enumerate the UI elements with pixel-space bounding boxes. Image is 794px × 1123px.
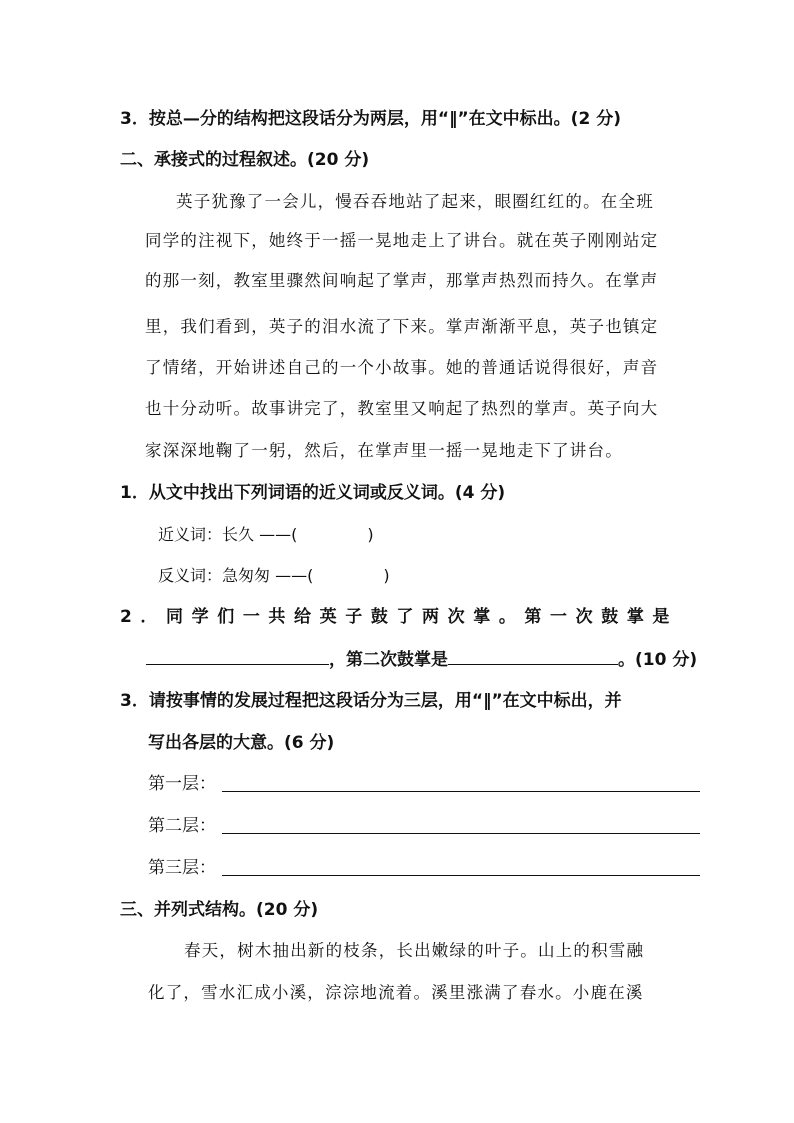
- passage-line: 化了，雪水汇成小溪，淙淙地流着。溪里涨满了春水。小鹿在溪: [148, 983, 644, 1002]
- passage-line: 里，我们看到，英子的泪水流了下来。掌声渐渐平息，英子也镇定: [145, 317, 659, 336]
- first-applause-blank[interactable]: [146, 650, 329, 665]
- passage-line: 家深深地鞠了一躬，然后，在掌声里一摇一晃地走下了讲台。: [145, 441, 623, 460]
- layer-1-answer-line[interactable]: [222, 791, 700, 792]
- passage-line: 了情绪，开始讲述自己的一个小故事。她的普通话说得很好，声音: [145, 358, 659, 377]
- synonym-item: 近义词：长久 ——( ): [158, 525, 374, 544]
- antonym-label: 反义词：急匆匆 ——(: [158, 566, 314, 585]
- layer-3-answer-line[interactable]: [222, 875, 700, 876]
- layer-1-label: 第一层：: [148, 774, 216, 794]
- second-applause-blank[interactable]: [448, 650, 618, 665]
- question-2: 2．同学们一共给英子鼓了两次掌。第一次鼓掌是: [120, 607, 679, 627]
- section-2-heading: 二、承接式的过程叙述。(20 分): [120, 150, 370, 170]
- layer-2-label: 第二层：: [148, 816, 216, 836]
- question-1: 1．从文中找出下列词语的近义词或反义词。(4 分): [120, 483, 506, 503]
- question-3-top: 3．按总—分的结构把这段话分为两层，用“‖”在文中标出。(2 分): [120, 109, 621, 129]
- passage-line: 的那一刻，教室里骤然间响起了掌声，那掌声热烈而持久。在掌声: [145, 271, 659, 290]
- section-3-heading: 三、并列式结构。(20 分): [120, 900, 319, 920]
- passage-line: 英子犹豫了一会儿，慢吞吞地站了起来，眼圈红红的。在全班: [176, 192, 654, 211]
- passage-line: 也十分动听。故事讲完了，教室里又响起了热烈的掌声。英子向大: [145, 399, 659, 418]
- antonym-item: 反义词：急匆匆 ——( ): [158, 566, 390, 585]
- layer-3-label: 第三层：: [148, 858, 216, 878]
- question-2-blanks: ，第二次鼓掌是 。(10 分): [146, 649, 697, 671]
- synonym-label: 近义词：长久 ——(: [158, 525, 298, 544]
- question-3-line2: 写出各层的大意。(6 分): [148, 733, 335, 753]
- layer-2-answer-line[interactable]: [222, 833, 700, 834]
- passage-line: 同学的注视下，她终于一摇一晃地走上了讲台。就在英子刚刚站定: [145, 231, 659, 250]
- passage-line: 春天，树木抽出新的枝条，长出嫩绿的叶子。山上的积雪融: [184, 941, 645, 960]
- question-3: 3．请按事情的发展过程把这段话分为三层，用“‖”在文中标出，并: [120, 691, 622, 711]
